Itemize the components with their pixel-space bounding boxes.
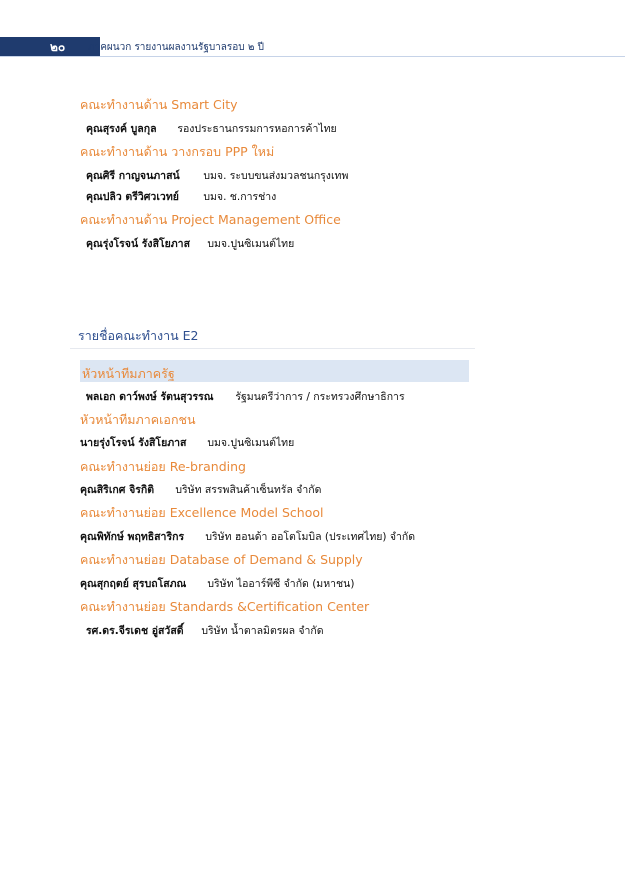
member-role: รัฐมนตรีว่าการ / กระทรวงศึกษาธิการ: [235, 391, 405, 403]
member-name: คุณสิริเกศ จิรกิติ: [80, 484, 155, 496]
header-divider: [0, 56, 625, 57]
heading-rebranding: คณะทำงานย่อย Re-branding: [80, 459, 246, 474]
e2-divider: [70, 348, 475, 349]
member-row: [86, 235, 294, 252]
page-number: ๒๐: [50, 40, 66, 54]
member-row: [80, 481, 321, 498]
member-role: บริษัท น้ำตาลมิตรผล จำกัด: [201, 625, 324, 637]
member-name: คุณสุรงค์ บูลกุล: [86, 123, 157, 135]
heading-ppp: คณะทำงานด้าน วางกรอบ PPP ใหม่: [80, 144, 275, 159]
member-role: บมจ. ช.การช่าง: [203, 191, 277, 203]
member-row: [80, 528, 415, 545]
heading-pmo: คณะทำงานด้าน Project Management Office: [80, 212, 341, 227]
member-name: คุณปลิว ตรีวิศวเวทย์: [86, 191, 179, 203]
member-row: [80, 434, 294, 451]
heading-smart-city: คณะทำงานด้าน Smart City: [80, 97, 238, 112]
member-role: บริษัท สรรพสินค้าเซ็นทรัล จำกัด: [175, 484, 322, 496]
member-role: บมจ.ปูนซิเมนต์ไทย: [207, 437, 295, 449]
member-role: บริษัท ฮอนด้า ออโตโมบิล (ประเทศไทย) จำกัด: [205, 531, 416, 543]
member-row: [86, 388, 405, 405]
member-role: บมจ.ปูนซิเมนต์ไทย: [207, 238, 295, 250]
running-header-title: ภาคผนวก รายงานผลงานรัฐบาลรอบ ๒ ปี: [88, 42, 264, 53]
member-role: บริษัท ไออาร์พีซี จำกัด (มหาชน): [207, 578, 355, 590]
member-row: [86, 622, 324, 639]
heading-standards: คณะทำงานย่อย Standards &Certification Center: [80, 599, 370, 614]
member-name: คุณพิทักษ์ พฤทธิสาริกร: [80, 531, 185, 543]
heading-gov-lead: หัวหน้าทีมภาครัฐ: [82, 366, 175, 381]
heading-private-lead: หัวหน้าทีมภาคเอกชน: [80, 412, 196, 427]
member-row: [86, 167, 348, 184]
member-name: นายรุ่งโรจน์ รังสิโยภาส: [80, 437, 187, 449]
member-role: บมจ. ระบบขนส่งมวลชนกรุงเทพ: [203, 170, 349, 182]
member-row: [86, 188, 276, 205]
member-name: คุณสุกฤตย์ สุรบถโสภณ: [80, 578, 187, 590]
member-name: คุณศิรี กาญจนภาสน์: [86, 170, 180, 182]
member-name: รศ.ดร.จีรเดช อู่สวัสดิ์: [86, 625, 184, 637]
member-role: รองประธานกรรมการหอการค้าไทย: [177, 123, 337, 135]
heading-database: คณะทำงานย่อย Database of Demand & Supply: [80, 552, 363, 567]
member-name: คุณรุ่งโรจน์ รังสิโยภาส: [86, 238, 190, 250]
e2-section-title: รายชื่อคณะทำงาน E2: [78, 328, 199, 343]
member-row: [86, 120, 337, 137]
heading-excellence: คณะทำงานย่อย Excellence Model School: [80, 505, 324, 520]
member-row: [80, 575, 354, 592]
member-name: พลเอก ดาว์พงษ์ รัตนสุวรรณ: [86, 391, 214, 403]
